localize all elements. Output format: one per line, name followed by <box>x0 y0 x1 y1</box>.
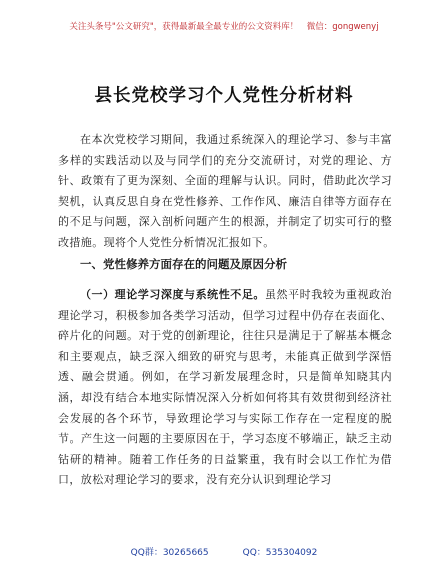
paragraph-subheading: （一）理论学习深度与系统性不足。 <box>80 288 265 301</box>
paragraph-1-text: 虽然平时我较为重视政治理论学习，积极参加各类学习活动，但学习过程中仍存在表面化、碎片化的问题。对于党的创新理论，往往只是满足于了解基本概念和主要观点，缺乏深入细致的研究与思考，未能真正做到学深悟透、融会贯通。例如，在学习新发展理念时，只是简单知晓其内涵，却没有结合本地实际情况深入分析如何将其有效贯彻到经济社会发展的各个环节，导致理论学习与实际工作存在一定程度的脱节。产生这一问题的主要原因在于，学习态度不够端正，缺乏主动钻研的精神。随着工作任务的日益繁重，我有时会以工作忙为借口，放松对理论学习的要求，没有充分认识到理论学习 <box>58 288 392 487</box>
footer <box>0 545 448 558</box>
top-banner: 关注头条号"公文研究"，获得最新最全最专业的公文资料库！ 微信：gongwenyj <box>69 22 379 32</box>
paragraph-1 <box>58 285 392 491</box>
footer-qq-number: QQ：535304092 <box>242 548 318 558</box>
intro-paragraph: 在本次党校学习期间，我通过系统深入的理论学习、参与丰富多样的实践活动以及与同学们的充分交流研讨，对党的理论、方针、政策有了更为深刻、全面的理解与认识。同时，借助此次学习契机，认真反思自身在党性修养、工作作风、廉洁自律等方面存在的不足与问题，深入剖析问题产生的根源，并制定了切实可行的整改措施。现将个人党性分析情况汇报如下。 <box>58 133 392 249</box>
section-heading: 一、党性修养方面存在的问题及原因分析 <box>80 257 287 271</box>
footer-qq-group: QQ群：30265665 <box>130 548 209 558</box>
document-title: 县长党校学习个人党性分析材料 <box>94 86 354 106</box>
